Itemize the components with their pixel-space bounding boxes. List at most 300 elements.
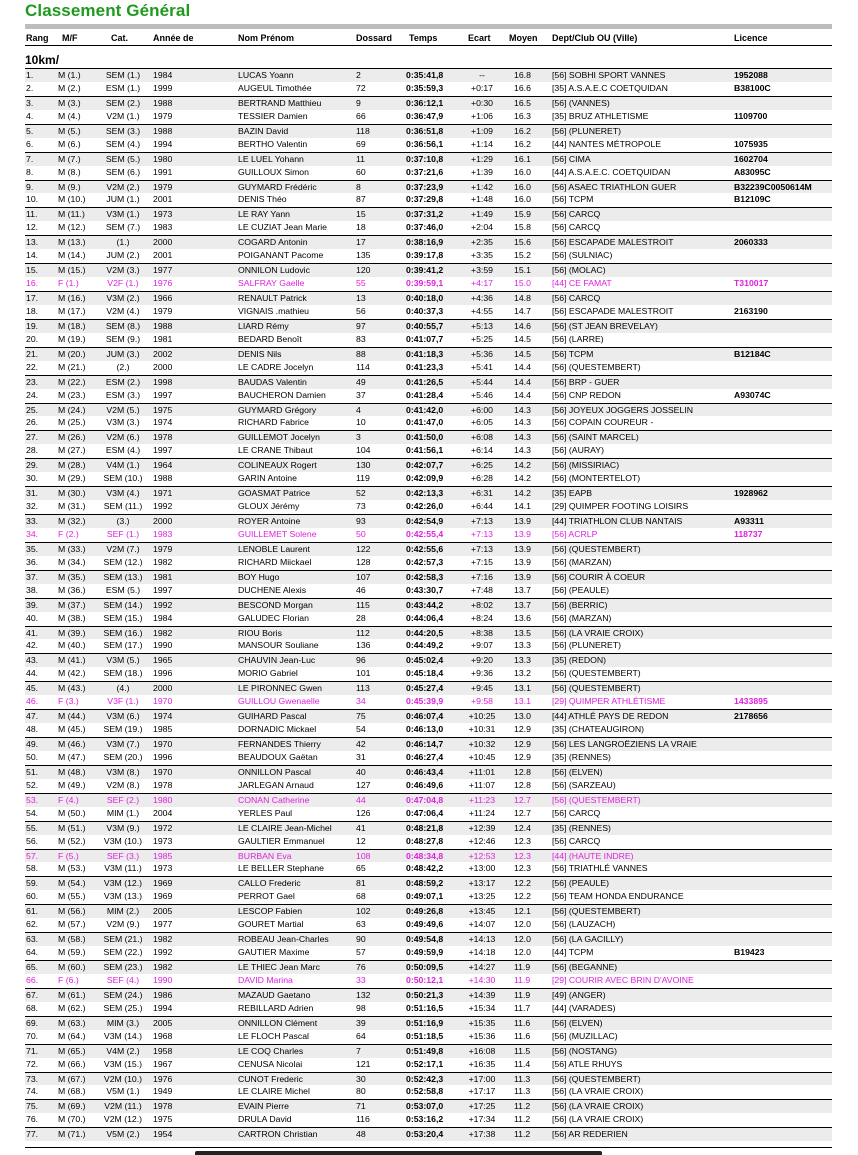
- table-row: [25, 514, 832, 528]
- cell-mf: M (38.): [58, 612, 86, 623]
- cell-time: 0:42:58,3: [406, 571, 444, 582]
- cell-dos: 126: [356, 807, 371, 818]
- cell-time: 0:53:16,2: [406, 1114, 444, 1125]
- cell-lic: A83095C: [734, 166, 771, 177]
- cell-time: 0:42:57,3: [406, 556, 444, 567]
- cell-cat: SEM (2.): [105, 97, 141, 108]
- horizontal-scrollbar[interactable]: [195, 1151, 602, 1155]
- cell-rang: 52.: [26, 779, 39, 790]
- cell-time: 0:36:51,8: [406, 125, 444, 136]
- cell-dos: 31: [356, 751, 366, 762]
- cell-dos: 96: [356, 655, 366, 666]
- cell-mf: M (14.): [58, 250, 86, 261]
- cell-name: ONNILLON Pascal: [238, 766, 311, 777]
- cell-cat: SEF (3.): [106, 850, 140, 861]
- cell-rang: 4.: [26, 110, 34, 121]
- table-row: [25, 1085, 832, 1099]
- table-row: [25, 528, 832, 542]
- cell-lic: 2163190: [734, 305, 768, 316]
- cell-dos: 101: [356, 668, 371, 679]
- cell-time: 0:44:49,2: [406, 640, 444, 651]
- cell-moy: 13.7: [514, 599, 531, 610]
- cell-mf: F (6.): [58, 974, 79, 985]
- cell-club: [56] JOYEUX JOGGERS JOSSELIN: [552, 404, 693, 415]
- cell-year: 1980: [153, 153, 173, 164]
- cell-dos: 39: [356, 1017, 366, 1028]
- cell-name: VIGNAIS .mathieu: [238, 305, 309, 316]
- cell-cat: SEM (5.): [105, 153, 141, 164]
- cell-rang: 66.: [26, 974, 39, 985]
- cell-dos: 60: [356, 166, 366, 177]
- cell-cat: SEM (1.): [105, 70, 141, 80]
- cell-moy: 13.5: [514, 627, 531, 638]
- cell-cat: SEM (4.): [105, 138, 141, 149]
- cell-ecart: +8:02: [471, 599, 493, 610]
- cell-club: [56] LES LANGROËZIENS LA VRAIE: [552, 739, 697, 749]
- cell-dos: 98: [356, 1002, 366, 1013]
- cell-mf: M (35.): [58, 571, 86, 582]
- cell-moy: 13.0: [514, 711, 531, 722]
- cell-ecart: +12:39: [468, 822, 496, 833]
- cell-name: AUGEUL Timothée: [238, 82, 312, 93]
- cell-cat: SEM (24.): [103, 989, 143, 1000]
- cell-ecart: +1:14: [471, 138, 493, 149]
- cell-name: CARTRON Christian: [238, 1129, 318, 1140]
- cell-time: 0:47:04,8: [406, 794, 444, 805]
- cell-mf: M (64.): [58, 1030, 86, 1041]
- cell-cat: V2M (9.): [106, 919, 140, 930]
- cell-moy: 15.1: [514, 265, 531, 276]
- cell-mf: M (34.): [58, 556, 86, 567]
- cell-year: 2000: [153, 683, 173, 694]
- cell-time: 0:46:14,7: [406, 739, 444, 749]
- cell-dos: 2: [356, 70, 361, 80]
- cell-cat: MIM (2.): [106, 906, 140, 917]
- cell-ecart: +9:36: [471, 668, 493, 679]
- cell-moy: 16.2: [514, 138, 531, 149]
- cell-ecart: +2:04: [471, 222, 493, 233]
- cell-moy: 16.3: [514, 110, 531, 121]
- cell-cat: V5M (2.): [106, 1129, 140, 1140]
- cell-time: 0:45:02,4: [406, 655, 444, 666]
- cell-rang: 53.: [26, 794, 39, 805]
- cell-dos: 55: [356, 278, 366, 289]
- cell-time: 0:45:27,4: [406, 683, 444, 694]
- cell-time: 0:42:09,9: [406, 473, 444, 484]
- cell-club: [56] AR REDERIEN: [552, 1129, 628, 1140]
- cell-ecart: +17:17: [468, 1086, 496, 1097]
- table-row: [25, 904, 832, 918]
- cell-ecart: +9:20: [471, 655, 493, 666]
- cell-rang: 47.: [26, 711, 39, 722]
- cell-club: [44] TRIATHLON CLUB NANTAIS: [552, 516, 683, 526]
- cell-rang: 73.: [26, 1073, 39, 1084]
- cell-year: 1970: [153, 766, 173, 777]
- cell-club: [56] ATLE RHUYS: [552, 1058, 623, 1069]
- cell-time: 0:46:07,4: [406, 711, 444, 722]
- cell-moy: 11.7: [514, 1002, 531, 1013]
- cell-club: [56] TEAM HONDA ENDURANCE: [552, 891, 684, 902]
- cell-time: 0:49:26,8: [406, 906, 444, 917]
- cell-time: 0:41:26,5: [406, 376, 444, 387]
- cell-mf: M (17.): [58, 305, 86, 316]
- table-row: [25, 890, 832, 904]
- cell-moy: 16.2: [514, 125, 531, 136]
- header-dossard: Dossard: [356, 33, 393, 43]
- cell-mf: M (12.): [58, 222, 86, 233]
- cell-lic: A93074C: [734, 389, 771, 400]
- cell-cat: V2M (4.): [106, 305, 140, 316]
- cell-cat: ESM (3.): [105, 389, 141, 400]
- cell-ecart: +12:46: [468, 835, 496, 846]
- table-row: [25, 1127, 832, 1141]
- cell-time: 0:46:27,4: [406, 751, 444, 762]
- cell-rang: 26.: [26, 417, 39, 428]
- cell-name: GLOUX Jérémy: [238, 501, 300, 512]
- cell-name: COGARD Antonin: [238, 237, 308, 248]
- cell-mf: M (13.): [58, 237, 86, 248]
- table-row: [25, 723, 832, 737]
- cell-year: 1994: [153, 1002, 173, 1013]
- cell-mf: M (6.): [58, 138, 81, 149]
- cell-name: ROBEAU Jean-Charles: [238, 934, 329, 945]
- cell-mf: F (5.): [58, 850, 79, 861]
- cell-cat: MIM (1.): [106, 807, 140, 818]
- cell-mf: M (56.): [58, 906, 86, 917]
- cell-year: 2001: [153, 250, 173, 261]
- cell-year: 1990: [153, 974, 173, 985]
- header-licence: Licence: [734, 33, 768, 43]
- cell-moy: 12.2: [514, 891, 531, 902]
- cell-dos: 132: [356, 989, 371, 1000]
- cell-rang: 8.: [26, 166, 34, 177]
- cell-rang: 7.: [26, 153, 34, 164]
- cell-club: [56] (MISSIRIAC): [552, 460, 620, 471]
- cell-ecart: +15:35: [468, 1017, 496, 1028]
- cell-moy: 14.2: [514, 488, 531, 499]
- cell-mf: M (16.): [58, 293, 86, 303]
- cell-cat: V3M (7.): [106, 739, 140, 749]
- cell-dos: 48: [356, 1129, 366, 1140]
- cell-club: [56] CNP REDON: [552, 389, 621, 400]
- cell-cat: V3M (1.): [106, 209, 140, 220]
- cell-rang: 24.: [26, 389, 39, 400]
- header-club: Dept/Club OU (Ville): [552, 33, 638, 43]
- cell-ecart: +6:14: [471, 445, 493, 456]
- cell-moy: 13.9: [514, 528, 531, 539]
- cell-club: [56] ESCAPADE MALESTROIT: [552, 305, 674, 316]
- cell-mf: M (50.): [58, 807, 86, 818]
- cell-dos: 87: [356, 194, 366, 205]
- cell-cat: V3M (3.): [106, 417, 140, 428]
- cell-year: 1974: [153, 417, 173, 428]
- cell-club: [56] (QUESTEMBERT): [552, 361, 641, 372]
- cell-dos: 90: [356, 934, 366, 945]
- table-row: [25, 277, 832, 291]
- cell-club: [56] TCPM: [552, 348, 594, 359]
- cell-lic: 1433895: [734, 696, 768, 707]
- cell-rang: 22.: [26, 361, 39, 372]
- cell-dos: 40: [356, 766, 366, 777]
- cell-time: 0:40:18,0: [406, 293, 444, 303]
- cell-lic: 1075935: [734, 138, 768, 149]
- cell-year: 1958: [153, 1045, 173, 1056]
- cell-rang: 20.: [26, 333, 39, 344]
- cell-year: 1988: [153, 125, 173, 136]
- cell-rang: 55.: [26, 822, 39, 833]
- cell-mf: M (39.): [58, 627, 86, 638]
- cell-cat: ESM (1.): [105, 82, 141, 93]
- table-row: [25, 1113, 832, 1127]
- cell-cat: SEM (21.): [103, 934, 143, 945]
- cell-ecart: +17:25: [468, 1101, 496, 1112]
- cell-moy: 11.3: [514, 1073, 531, 1084]
- cell-mf: M (40.): [58, 640, 86, 651]
- table-row: [25, 779, 832, 793]
- cell-mf: M (54.): [58, 878, 86, 889]
- cell-moy: 11.6: [514, 1030, 531, 1041]
- table-row: [25, 974, 832, 988]
- cell-dos: 136: [356, 640, 371, 651]
- cell-name: EVAIN Pierre: [238, 1101, 290, 1112]
- cell-time: 0:37:29,8: [406, 194, 444, 205]
- table-row: [25, 305, 832, 319]
- cell-club: [56] (MARZAN): [552, 556, 612, 567]
- cell-mf: M (4.): [58, 110, 81, 121]
- cell-dos: 113: [356, 683, 370, 694]
- cell-mf: M (29.): [58, 473, 86, 484]
- cell-time: 0:35:41,8: [406, 70, 444, 80]
- cell-club: [56] (MUZILLAC): [552, 1030, 618, 1041]
- cell-club: [56] (PLUNERET): [552, 640, 622, 651]
- cell-dos: 63: [356, 919, 366, 930]
- cell-lic: B12109C: [734, 194, 771, 205]
- cell-cat: JUM (3.): [106, 348, 140, 359]
- cell-cat: ESM (5.): [105, 584, 141, 595]
- cell-ecart: +3:35: [471, 250, 493, 261]
- cell-name: BOY Hugo: [238, 571, 280, 582]
- table-row: [25, 68, 832, 82]
- cell-ecart: +1:06: [471, 110, 493, 121]
- cell-year: 1988: [153, 320, 173, 331]
- table-row: [25, 138, 832, 152]
- cell-year: 1996: [153, 668, 173, 679]
- table-row: [25, 319, 832, 333]
- cell-mf: M (23.): [58, 389, 86, 400]
- table-row: [25, 403, 832, 417]
- cell-ecart: +5:36: [471, 348, 493, 359]
- cell-ecart: +5:25: [471, 333, 493, 344]
- cell-year: 1979: [153, 543, 173, 554]
- cell-rang: 25.: [26, 404, 39, 415]
- cell-year: 1966: [153, 293, 173, 303]
- cell-name: LE CLAIRE Jean-Michel: [238, 822, 332, 833]
- cell-rang: 11.: [26, 209, 38, 220]
- cell-year: 1983: [153, 528, 173, 539]
- cell-dos: 18: [356, 222, 366, 233]
- cell-year: 1985: [153, 850, 173, 861]
- cell-mf: M (11.): [58, 209, 85, 220]
- table-row: [25, 960, 832, 974]
- table-row: [25, 598, 832, 612]
- table-row: [25, 333, 832, 347]
- table-row: [25, 681, 832, 695]
- cell-lic: 1602704: [734, 153, 768, 164]
- cell-name: DUCHENE Alexis: [238, 584, 307, 595]
- cell-club: [56] (QUESTEMBERT): [552, 668, 641, 679]
- cell-time: 0:37:46,0: [406, 222, 444, 233]
- cell-name: GUYMARD Grégory: [238, 404, 317, 415]
- cell-time: 0:48:21,8: [406, 822, 444, 833]
- cell-mf: M (55.): [58, 891, 86, 902]
- cell-name: GOURET Martial: [238, 919, 304, 930]
- cell-ecart: +11:24: [468, 807, 496, 818]
- cell-lic: B19423: [734, 947, 765, 958]
- cell-rang: 50.: [26, 751, 39, 762]
- cell-moy: 13.7: [514, 584, 531, 595]
- table-row: [25, 584, 832, 598]
- cell-time: 0:51:18,5: [406, 1030, 444, 1041]
- cell-club: [56] (MONTERTELOT): [552, 473, 641, 484]
- results-table: [25, 68, 832, 1141]
- cell-year: 1982: [153, 962, 173, 972]
- cell-mf: M (43.): [58, 683, 86, 694]
- cell-rang: 70.: [26, 1030, 39, 1041]
- table-row: [25, 416, 832, 430]
- cell-name: LE CRANE Thibaut: [238, 445, 313, 456]
- cell-cat: V3M (2.): [106, 293, 140, 303]
- cell-name: CALLO Frederic: [238, 878, 301, 889]
- cell-ecart: +13:00: [468, 863, 496, 874]
- cell-ecart: +4:17: [471, 278, 493, 289]
- cell-club: [35] (RENNES): [552, 822, 611, 833]
- cell-cat: SEM (19.): [103, 724, 143, 735]
- cell-rang: 74.: [26, 1086, 39, 1097]
- cell-club: [56] ACRLP: [552, 528, 598, 539]
- cell-name: DENIS Nils: [238, 348, 282, 359]
- cell-dos: 28: [356, 612, 366, 623]
- cell-dos: 3: [356, 432, 361, 443]
- cell-cat: V2M (8.): [106, 779, 140, 790]
- cell-name: BURBAN Eva: [238, 850, 292, 861]
- cell-name: GUILLEMET Solene: [238, 528, 317, 539]
- table-row: [25, 667, 832, 681]
- cell-ecart: +12:53: [468, 850, 496, 861]
- cell-ecart: +11:23: [468, 794, 496, 805]
- cell-year: 1976: [153, 278, 173, 289]
- cell-moy: 16.5: [514, 97, 531, 108]
- cell-year: 1972: [153, 822, 173, 833]
- cell-cat: SEM (20.): [103, 751, 143, 762]
- cell-club: [35] (REDON): [552, 655, 607, 666]
- cell-club: [56] (NOSTANG): [552, 1045, 618, 1056]
- cell-rang: 21.: [26, 348, 39, 359]
- cell-cat: SEF (4.): [106, 974, 140, 985]
- cell-name: GUILLEMOT Jocelyn: [238, 432, 320, 443]
- table-row: [25, 835, 832, 849]
- cell-ecart: +14:30: [468, 974, 496, 985]
- cell-ecart: +6:44: [471, 501, 493, 512]
- cell-rang: 30.: [26, 473, 39, 484]
- cell-rang: 31.: [26, 488, 39, 499]
- cell-club: [56] CARCQ: [552, 222, 601, 233]
- cell-moy: 13.9: [514, 543, 531, 554]
- cell-year: 1997: [153, 389, 173, 400]
- cell-cat: SEM (6.): [105, 166, 141, 177]
- cell-moy: 11.9: [514, 962, 531, 972]
- cell-moy: 12.0: [514, 947, 531, 958]
- cell-time: 0:46:43,4: [406, 766, 444, 777]
- table-row: [25, 221, 832, 235]
- cell-ecart: --: [479, 70, 485, 80]
- cell-cat: SEF (2.): [106, 794, 140, 805]
- cell-dos: 75: [356, 711, 366, 722]
- cell-ecart: +6:00: [471, 404, 493, 415]
- cell-name: ONNILON Ludovic: [238, 265, 310, 276]
- cell-name: DRULA David: [238, 1114, 292, 1125]
- cell-time: 0:36:47,9: [406, 110, 444, 121]
- cell-name: PERROT Gael: [238, 891, 295, 902]
- cell-time: 0:42:13,3: [406, 488, 444, 499]
- cell-dos: 17: [356, 237, 366, 248]
- cell-name: JARLEGAN Arnaud: [238, 779, 314, 790]
- cell-club: [56] (QUESTEMBERT): [552, 1073, 641, 1084]
- cell-name: RENAULT Patrick: [238, 293, 307, 303]
- cell-cat: SEM (13.): [103, 571, 143, 582]
- table-row: [25, 695, 832, 709]
- cell-moy: 13.9: [514, 516, 531, 526]
- cell-moy: 12.0: [514, 934, 531, 945]
- cell-ecart: +14:07: [468, 919, 496, 930]
- cell-name: COLINEAUX Rogert: [238, 460, 317, 471]
- cell-club: [56] TRIATHLÉ VANNES: [552, 863, 648, 874]
- cell-ecart: +11:07: [468, 779, 496, 790]
- cell-mf: M (19.): [58, 333, 86, 344]
- cell-time: 0:49:54,8: [406, 934, 444, 945]
- cell-rang: 42.: [26, 640, 39, 651]
- cell-rang: 12.: [26, 222, 39, 233]
- cell-rang: 5.: [26, 125, 34, 136]
- cell-lic: 1928962: [734, 488, 768, 499]
- cell-dos: 7: [356, 1045, 361, 1056]
- cell-club: [56] BRP - GUER: [552, 376, 620, 387]
- cell-mf: M (24.): [58, 404, 86, 415]
- cell-ecart: +1:42: [471, 181, 493, 192]
- cell-cat: SEM (8.): [105, 320, 141, 331]
- cell-name: CHAUVIN Jean-Luc: [238, 655, 316, 666]
- cell-dos: 34: [356, 696, 366, 707]
- cell-name: MANSOUR Souliane: [238, 640, 319, 651]
- cell-name: DAVID Marina: [238, 974, 293, 985]
- cell-time: 0:46:49,6: [406, 779, 444, 790]
- cell-cat: (1.): [116, 237, 130, 248]
- cell-club: [56] (LA VRAIE CROIX): [552, 627, 644, 638]
- cell-dos: 104: [356, 445, 371, 456]
- table-row: [25, 110, 832, 124]
- cell-name: TESSIER Damien: [238, 110, 308, 121]
- table-row: [25, 430, 832, 444]
- cell-year: 1990: [153, 640, 173, 651]
- cell-moy: 14.5: [514, 333, 531, 344]
- cell-name: BERTHO Valentin: [238, 138, 308, 149]
- cell-name: BAUDAS Valentin: [238, 376, 307, 387]
- cell-moy: 12.2: [514, 878, 531, 889]
- cell-time: 0:49:49,6: [406, 919, 444, 930]
- cell-rang: 15.: [26, 265, 39, 276]
- cell-moy: 12.1: [514, 906, 531, 917]
- cell-club: [44] CE FAMAT: [552, 278, 612, 289]
- cell-cat: V2M (12.): [103, 1114, 143, 1125]
